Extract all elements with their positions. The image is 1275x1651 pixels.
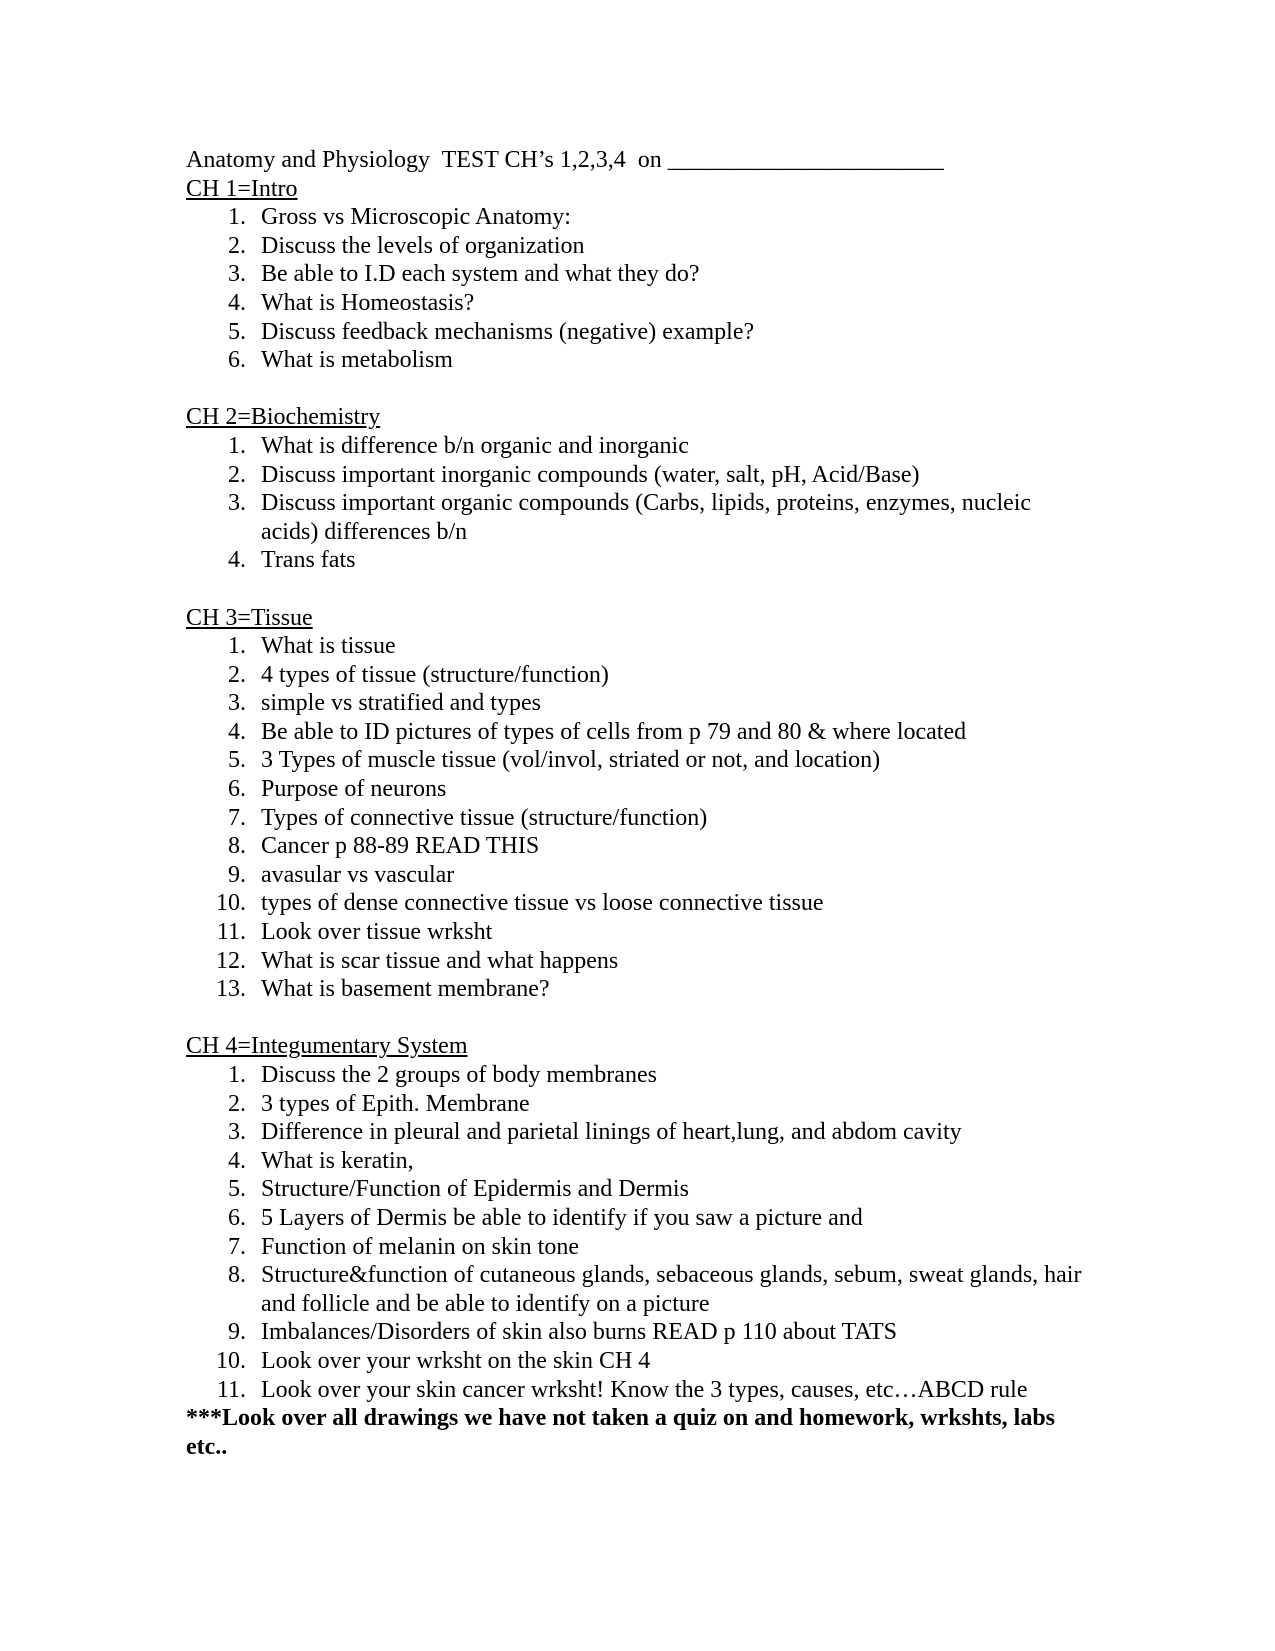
item-number: 6. xyxy=(228,776,246,803)
item-text: types of dense connective tissue vs loose connective tissue xyxy=(261,890,824,917)
item-number: 6. xyxy=(228,1204,246,1231)
item-number: 11. xyxy=(216,919,246,946)
list-item xyxy=(186,918,1086,947)
item-number: 1. xyxy=(228,1062,246,1088)
item-number: 11. xyxy=(216,1376,246,1403)
chapter-section xyxy=(186,1032,1086,1404)
question-list xyxy=(186,1061,1086,1404)
item-number: 3. xyxy=(228,261,246,288)
item-number: 3. xyxy=(228,690,246,717)
item-number: 9. xyxy=(228,1319,246,1346)
item-text: Discuss the levels of organization xyxy=(261,232,585,259)
item-text: Difference in pleural and parietal linings of heart,lung, and abdom cavity xyxy=(261,1119,962,1146)
item-number: 10. xyxy=(216,890,246,917)
chapter-heading: CH 1=Intro xyxy=(186,175,298,202)
item-text: What is Homeostasis? xyxy=(261,289,475,316)
chapter-heading: CH 3=Tissue xyxy=(186,604,313,631)
item-text: Function of melanin on skin tone xyxy=(261,1233,579,1260)
question-list xyxy=(186,632,1086,1004)
item-number: 7. xyxy=(228,804,246,831)
list-item xyxy=(186,718,1086,747)
list-item xyxy=(186,689,1086,718)
item-number: 13. xyxy=(216,976,246,1003)
item-number: 1. xyxy=(228,432,246,459)
item-text: Look over your skin cancer wrksht! Know the 3 types, causes, etc…ABCD rule xyxy=(261,1376,1028,1403)
chapter-heading: CH 2=Biochemistry xyxy=(186,404,381,431)
item-number: 3. xyxy=(228,1119,246,1146)
closing-note: ***Look over all drawings we have not taken a quiz on and homework, wrkshts, labs etc.. xyxy=(186,1405,1056,1460)
list-item xyxy=(186,861,1086,890)
item-number: 2. xyxy=(228,461,246,488)
item-text: Look over your wrksht on the skin CH 4 xyxy=(261,1347,651,1374)
list-item xyxy=(186,318,1086,347)
list-item xyxy=(186,1175,1086,1204)
chapter-section xyxy=(186,604,1086,1004)
list-item xyxy=(186,489,1086,546)
item-text: Discuss important organic compounds (Carbs, lipids, proteins, enzymes, nucleic acids) differences b/n xyxy=(261,490,1032,545)
list-item xyxy=(186,975,1086,1004)
list-item xyxy=(186,461,1086,490)
item-text: Be able to ID pictures of types of cells from p 79 and 80 & where located xyxy=(261,718,967,745)
document-title: Anatomy and Physiology TEST CH’s 1,2,3,4 on _______________________ xyxy=(186,147,944,173)
item-text: Gross vs Microscopic Anatomy: xyxy=(261,204,571,231)
item-text: What is scar tissue and what happens xyxy=(261,947,619,974)
item-number: 2. xyxy=(228,232,246,259)
item-text: Structure&function of cutaneous glands, sebaceous glands, sebum, sweat glands, hair and follicle and be able to identify on a picture xyxy=(261,1262,1082,1317)
item-text: Imbalances/Disorders of skin also burns READ p 110 about TATS xyxy=(261,1319,897,1346)
item-text: Purpose of neurons xyxy=(261,776,447,803)
item-number: 5. xyxy=(228,318,246,345)
item-text: What is metabolism xyxy=(261,347,453,374)
chapter-section xyxy=(186,175,1086,375)
item-text: What is difference b/n organic and inorganic xyxy=(261,432,689,459)
list-item xyxy=(186,432,1086,461)
item-text: Types of connective tissue (structure/function) xyxy=(261,804,708,831)
list-item xyxy=(186,832,1086,861)
item-number: 10. xyxy=(216,1347,246,1374)
list-item xyxy=(186,1233,1086,1262)
list-item xyxy=(186,1318,1086,1347)
list-item xyxy=(186,260,1086,289)
item-text: 5 Layers of Dermis be able to identify if you saw a picture and xyxy=(261,1204,863,1231)
list-item xyxy=(186,1261,1086,1318)
list-item xyxy=(186,1376,1086,1405)
list-item xyxy=(186,746,1086,775)
chapter-heading: CH 4=Integumentary System xyxy=(186,1033,468,1060)
item-number: 1. xyxy=(228,204,246,231)
list-item xyxy=(186,1118,1086,1147)
question-list xyxy=(186,203,1086,375)
item-text: Cancer p 88-89 READ THIS xyxy=(261,833,540,860)
list-item xyxy=(186,1147,1086,1176)
item-number: 5. xyxy=(228,747,246,774)
item-number: 5. xyxy=(228,1176,246,1203)
item-text: Discuss important inorganic compounds (water, salt, pH, Acid/Base) xyxy=(261,461,920,488)
item-text: simple vs stratified and types xyxy=(261,690,541,717)
item-text: 3 types of Epith. Membrane xyxy=(261,1090,530,1117)
item-text: What is tissue xyxy=(261,633,396,660)
list-item xyxy=(186,632,1086,661)
item-text: avasular vs vascular xyxy=(261,861,455,888)
item-number: 9. xyxy=(228,861,246,888)
item-number: 7. xyxy=(228,1233,246,1260)
item-text: What is keratin, xyxy=(261,1147,414,1174)
item-number: 4. xyxy=(228,289,246,316)
list-item xyxy=(186,1204,1086,1233)
item-text: 4 types of tissue (structure/function) xyxy=(261,661,609,688)
item-text: Look over tissue wrksht xyxy=(261,919,493,946)
list-item xyxy=(186,1090,1086,1119)
list-item xyxy=(186,775,1086,804)
list-item xyxy=(186,232,1086,261)
list-item xyxy=(186,947,1086,976)
item-text: Trans fats xyxy=(261,547,356,574)
item-number: 8. xyxy=(228,833,246,860)
item-text: What is basement membrane? xyxy=(261,976,550,1003)
chapter-section xyxy=(186,403,1086,575)
list-item xyxy=(186,546,1086,575)
item-number: 6. xyxy=(228,347,246,374)
list-item xyxy=(186,661,1086,690)
study-guide-page xyxy=(186,146,1086,1461)
list-item xyxy=(186,289,1086,318)
item-number: 12. xyxy=(216,947,246,974)
item-text: Discuss the 2 groups of body membranes xyxy=(261,1062,657,1088)
item-number: 2. xyxy=(228,1090,246,1117)
list-item xyxy=(186,1061,1086,1090)
item-number: 8. xyxy=(228,1262,246,1289)
list-item xyxy=(186,1347,1086,1376)
item-text: Discuss feedback mechanisms (negative) example? xyxy=(261,318,755,345)
sections-container xyxy=(186,175,1086,1405)
list-item xyxy=(186,889,1086,918)
list-item xyxy=(186,346,1086,375)
item-number: 4. xyxy=(228,547,246,574)
item-number: 1. xyxy=(228,633,246,660)
item-text: 3 Types of muscle tissue (vol/invol, striated or not, and location) xyxy=(261,747,881,774)
list-item xyxy=(186,203,1086,232)
question-list xyxy=(186,432,1086,575)
item-number: 4. xyxy=(228,718,246,745)
item-text: Be able to I.D each system and what they do? xyxy=(261,261,700,288)
item-number: 4. xyxy=(228,1147,246,1174)
item-number: 2. xyxy=(228,661,246,688)
item-text: Structure/Function of Epidermis and Dermis xyxy=(261,1176,689,1203)
item-number: 3. xyxy=(228,490,246,517)
list-item xyxy=(186,804,1086,833)
